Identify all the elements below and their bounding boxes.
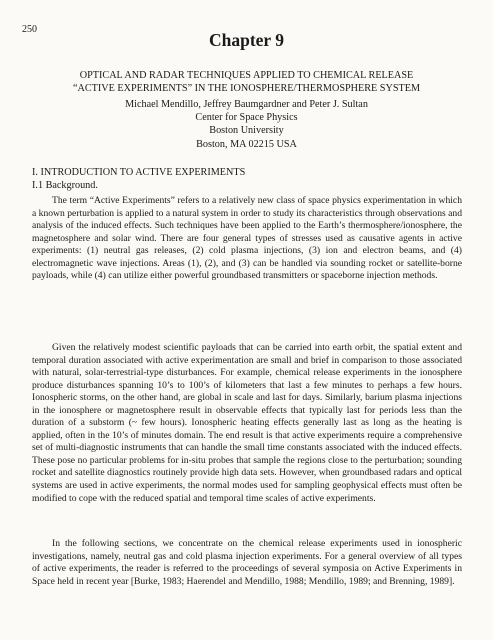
page-number: 250 bbox=[22, 24, 37, 35]
section-header bbox=[32, 166, 245, 192]
section-heading: I. INTRODUCTION TO ACTIVE EXPERIMENTS bbox=[32, 167, 246, 178]
body-paragraph: The term “Active Experiments” refers to a relatively new class of space physics experimentation in which a known perturbation is applied to a natural system in order to study its characteristics through observations and analysis of the induced effects. Such techniques have been applied to the Earth’s thermosphere/ionosphere, the magnetosphere and solar wind. There are four general types of stresses used as causative agents in active experiments: (1) neutral gas releases, (2) cold plasma injections, (3) ion and electron beams, and (4) electromagnetic wave injections. Areas (1), (2), and (3) can be handled via sounding rocket or satellite-borne payloads, while (4) can utilize either powerful groundbased transmitters or spaceborne injection methods. bbox=[32, 195, 462, 282]
body-paragraph: Given the relatively modest scientific payloads that can be carried into earth orbit, the spatial extent and temporal duration associated with active experimentation are small and brief in comparison to those associated with natural, solar-terrestrial-type disturbances. For example, chemical release experiments in the ionosphere produce disturbances spanning 10’s to 100’s of kilometers that last a few minutes to perhaps a few hours. Ionospheric storms, on the other hand, are global in scale and last for days. Similarly, barium plasma injections in the ionosphere or magnetosphere result in observable effects that typically last for periods less than the duration of a substorm (~ few hours). Ionospheric heating effects generally last as long as the heating is applied, often in the 10’s of minutes domain. The end result is that active experiments require a comprehensive set of multi-diagnostic instruments that can handle the small time constants associated with the induced effects. These pose no particular problems for in-situ probes that sample the regions close to the perturbation; sounding rocket and satellite diagnostics routinely provide high data sets. However, when groundbased radars and optical systems are used in active experiments, the normal modes used for sampling geophysical effects must often be modified to cope with the reduced spatial and temporal time scales of active experiments. bbox=[32, 342, 462, 504]
author-names: Michael Mendillo, Jeffrey Baumgardner and Peter J. Sultan bbox=[125, 99, 368, 110]
affiliation-line: Center for Space Physics bbox=[195, 112, 298, 124]
affiliation-line: Boston University bbox=[209, 125, 284, 137]
title-line-2: “ACTIVE EXPERIMENTS” IN THE IONOSPHERE/THERMOSPHERE SYSTEM bbox=[72, 83, 421, 94]
section-subheading: I.1 Background. bbox=[32, 180, 98, 191]
paper-title bbox=[30, 69, 463, 95]
chapter-heading: Chapter 9 bbox=[208, 30, 285, 50]
author-block bbox=[30, 98, 463, 151]
title-line-1: OPTICAL AND RADAR TECHNIQUES APPLIED TO CHEMICAL RELEASE bbox=[79, 70, 414, 81]
affiliation-line: Boston, MA 02215 USA bbox=[196, 138, 297, 150]
body-paragraph: In the following sections, we concentrate on the chemical release experiments used in ionospheric investigations, namely, neutral gas and cold plasma injection experiments. For a general overview of all types of active experiments, the reader is referred to the proceedings of several symposia on Active Experiments in Space held in recent year [Burke, 1983; Haerendel and Mendillo, 1988; Mendillo, 1989; and Brenning, 1989]. bbox=[32, 538, 462, 587]
